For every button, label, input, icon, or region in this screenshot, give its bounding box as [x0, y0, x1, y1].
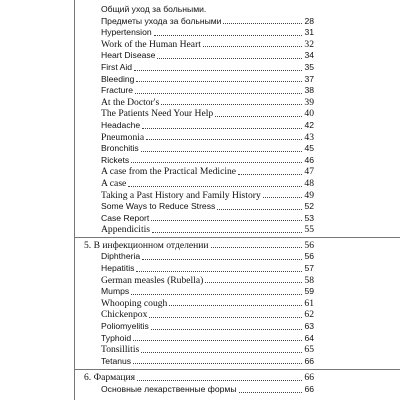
entry-page-number: 59	[304, 286, 314, 297]
toc-entry	[74, 190, 400, 202]
entry-page-number: 53	[304, 212, 314, 223]
entry-title: Tetanus	[101, 355, 132, 366]
leader-dots	[151, 328, 302, 330]
entry-page-number: 66	[304, 355, 314, 366]
leader-dots	[131, 293, 302, 295]
entry-title: Taking a Past History and Family History	[101, 189, 261, 201]
toc-entry	[74, 224, 400, 236]
entry-title: Chickenpox	[101, 309, 148, 321]
entry-title: A case	[101, 177, 127, 189]
section-page-number: 56	[304, 239, 314, 251]
leader-dots	[149, 316, 302, 318]
entry-title: Some Ways to Reduce Stress	[101, 201, 216, 212]
leader-dots	[223, 22, 302, 24]
entry-title: Tonsillitis	[101, 344, 140, 356]
toc-entry	[74, 298, 400, 310]
leader-dots	[152, 231, 302, 233]
entry-title: Bronchitis	[101, 143, 139, 154]
leader-dots	[263, 196, 302, 198]
toc-entry	[74, 178, 400, 190]
leader-dots	[239, 391, 302, 393]
toc-entry	[74, 344, 400, 356]
entry-title: Bleeding	[101, 73, 135, 84]
entry-page-number: 46	[304, 154, 314, 165]
leader-dots	[141, 351, 302, 353]
entry-page-number: 64	[304, 332, 314, 343]
entry-page-number: 28	[304, 15, 314, 26]
leader-dots	[142, 127, 302, 129]
toc-section-5-entries	[74, 251, 400, 367]
leader-dots	[203, 45, 302, 47]
toc-entry	[74, 50, 400, 62]
entry-page-number: 39	[304, 96, 314, 108]
leader-dots	[146, 138, 302, 140]
entry-page-number: 66	[304, 384, 314, 394]
section-page-number: 66	[304, 372, 314, 384]
toc-entry	[74, 201, 400, 213]
leader-dots	[142, 258, 302, 260]
entry-page-number: 47	[304, 166, 314, 178]
entry-title: Heart Disease	[101, 50, 156, 61]
entry-title: Hepatitis	[101, 263, 135, 274]
leader-dots	[128, 185, 302, 187]
toc-entry	[74, 213, 400, 225]
toc-entry	[74, 120, 400, 132]
toc-section-6	[74, 372, 400, 384]
entry-title: Whooping cough	[101, 297, 168, 309]
toc-section-5	[74, 240, 400, 252]
toc-header	[74, 4, 400, 16]
entry-title: Work of the Human Heart	[101, 38, 201, 50]
entry-page-number: 55	[304, 224, 314, 236]
leader-dots	[154, 34, 302, 36]
toc-entry	[74, 321, 400, 333]
entry-page-number: 58	[304, 274, 314, 286]
entry-title: German measles (Rubella)	[101, 274, 204, 286]
toc-entry	[74, 251, 400, 263]
leader-dots	[157, 57, 302, 59]
toc-entry	[74, 97, 400, 109]
toc-entry	[74, 356, 400, 368]
leader-dots	[133, 362, 302, 364]
leader-dots	[137, 379, 302, 381]
leader-dots	[136, 270, 302, 272]
leader-dots	[141, 150, 302, 152]
leader-dots	[133, 339, 302, 341]
entry-title: The Patients Need Your Help	[101, 108, 214, 120]
toc-entry	[74, 275, 400, 287]
toc-entry	[74, 384, 400, 396]
toc-entry	[74, 155, 400, 167]
entry-page-number: 42	[304, 119, 314, 130]
entry-title: Appendicitis	[101, 224, 151, 236]
entry-page-number: 52	[304, 201, 314, 212]
entry-title: A case from the Practical Medicine	[101, 166, 237, 178]
entry-page-number: 43	[304, 131, 314, 143]
leader-dots	[135, 92, 302, 94]
toc-entry	[74, 263, 400, 275]
entry-page-number: 38	[304, 85, 314, 96]
toc-entry	[74, 166, 400, 178]
section-divider	[74, 237, 400, 238]
entry-title: Hypertension	[101, 27, 152, 38]
toc-section-6-entries	[74, 384, 400, 396]
entry-page-number: 32	[304, 38, 314, 50]
toc-entry	[74, 62, 400, 74]
toc-header-text: Общий уход за больными.	[101, 4, 207, 14]
entry-page-number: 45	[304, 143, 314, 154]
entry-page-number: 65	[304, 344, 314, 356]
entry-title: Rickets	[101, 154, 130, 165]
leader-dots	[211, 246, 302, 248]
entry-page-number: 34	[304, 50, 314, 61]
toc-entry	[74, 333, 400, 345]
leader-dots	[205, 281, 302, 283]
entry-title: Headache	[101, 119, 141, 130]
entry-title: At the Doctor's	[101, 96, 160, 108]
section-title: 6. Фармация	[84, 372, 136, 384]
entry-page-number: 63	[304, 321, 314, 332]
toc-entry	[74, 309, 400, 321]
table-of-contents	[74, 4, 400, 396]
entry-title: Pneumonia	[101, 131, 145, 143]
entry-page-number: 57	[304, 263, 314, 274]
entry-title: Typhoid	[101, 332, 132, 343]
toc-entry	[74, 85, 400, 97]
toc-entry	[74, 16, 400, 28]
leader-dots	[215, 115, 302, 117]
leader-dots	[136, 80, 302, 82]
entry-page-number: 31	[304, 27, 314, 38]
toc-entry	[74, 286, 400, 298]
entry-title: Fracture	[101, 85, 133, 96]
leader-dots	[161, 103, 302, 105]
entry-page-number: 48	[304, 177, 314, 189]
toc-entry	[74, 27, 400, 39]
entry-title: Case Report	[101, 212, 150, 223]
leader-dots	[238, 173, 302, 175]
entry-page-number: 37	[304, 73, 314, 84]
entry-page-number: 40	[304, 108, 314, 120]
entry-title: Poliomyelitis	[101, 321, 149, 332]
entry-title: First Aid	[101, 61, 133, 72]
toc-entry	[74, 132, 400, 144]
toc-entry	[74, 39, 400, 51]
toc-entry	[74, 74, 400, 86]
entry-title: Основные лекарственные формы	[101, 384, 237, 394]
entry-page-number: 62	[304, 309, 314, 321]
leader-dots	[131, 161, 302, 163]
entry-page-number: 61	[304, 297, 314, 309]
entry-page-number: 35	[304, 61, 314, 72]
toc-entries	[74, 16, 400, 236]
leader-dots	[151, 219, 302, 221]
entry-title: Mumps	[101, 286, 130, 297]
section-title: 5. В инфекционном отделении	[84, 239, 209, 251]
entry-title: Предметы ухода за больными	[101, 15, 222, 26]
leader-dots	[134, 69, 302, 71]
leader-dots	[169, 304, 302, 306]
entry-page-number: 56	[304, 251, 314, 262]
leader-dots	[217, 208, 302, 210]
entry-title: Diphtheria	[101, 251, 141, 262]
toc-entry	[74, 108, 400, 120]
toc-entry	[74, 143, 400, 155]
section-divider	[74, 369, 400, 370]
entry-page-number: 49	[304, 189, 314, 201]
